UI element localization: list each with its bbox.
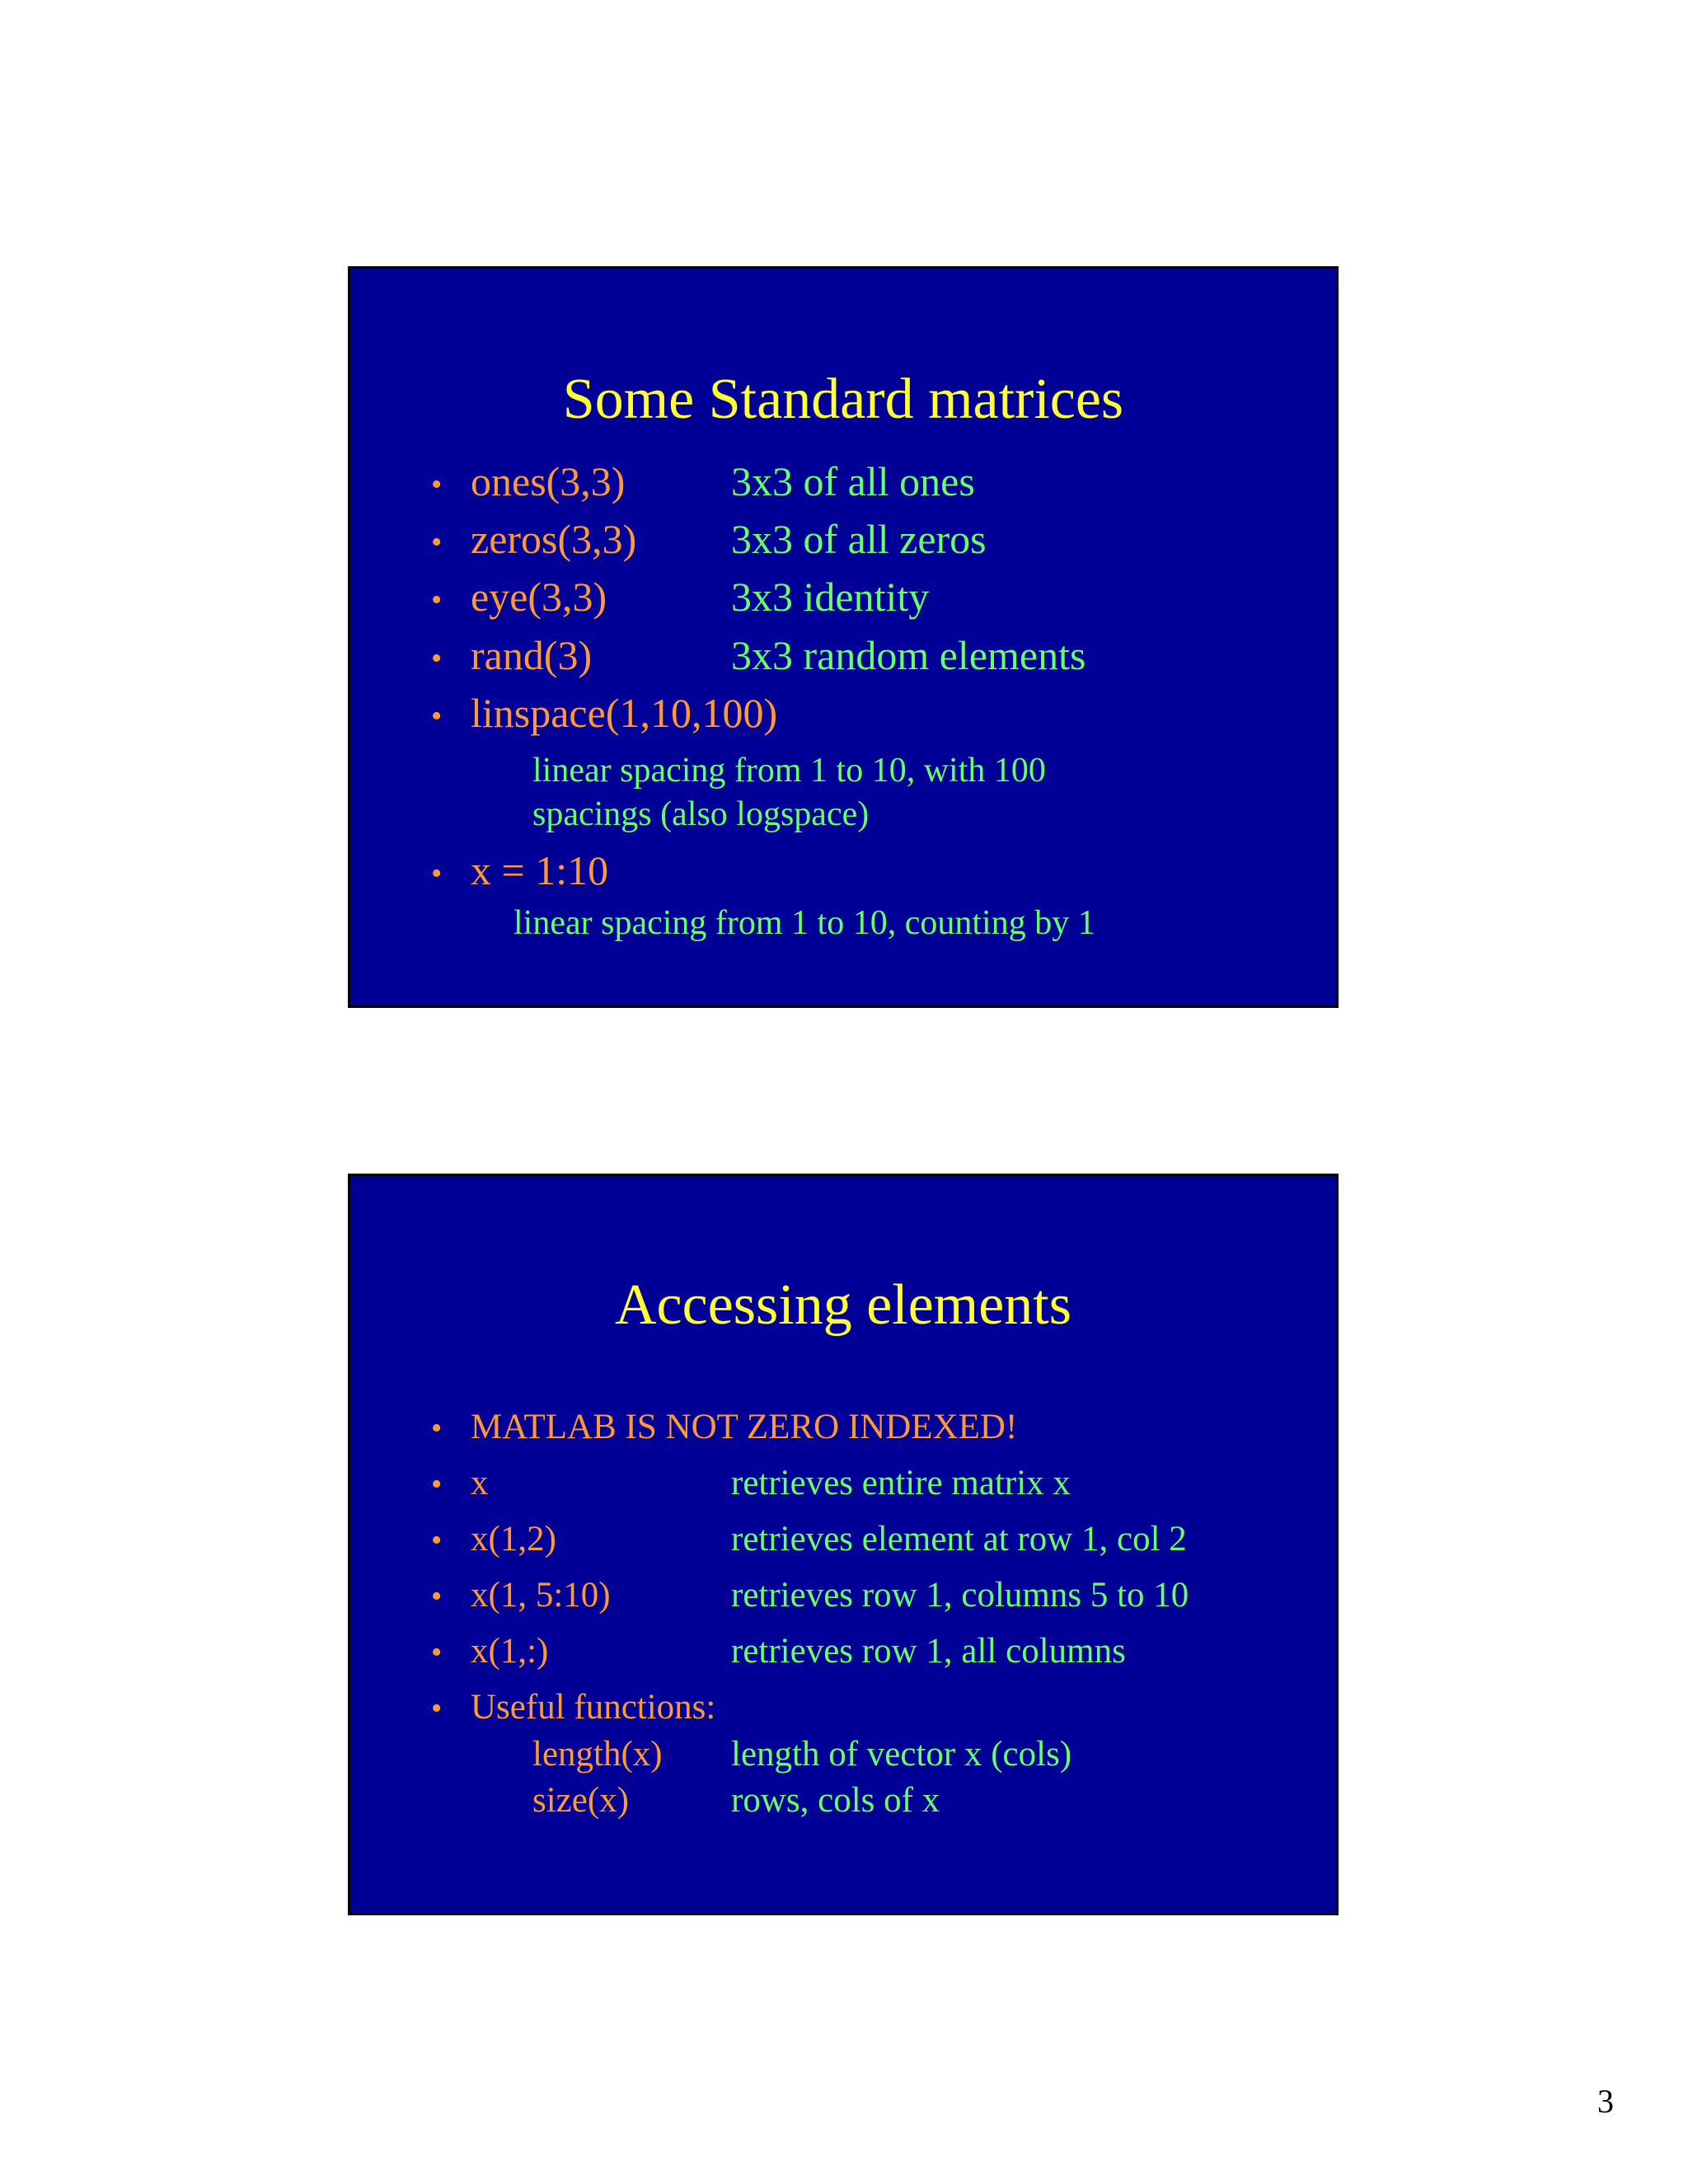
- item-command: x(1,:): [471, 1632, 549, 1671]
- item-description: 3x3 random elements: [731, 632, 1086, 678]
- item-command: eye(3,3): [471, 574, 607, 620]
- item-command: x = 1:10: [471, 847, 609, 893]
- item-description: retrieves row 1, all columns: [731, 1632, 1126, 1671]
- slide-accessing-elements: [348, 1174, 1339, 1915]
- bullet-icon: •: [431, 1635, 443, 1670]
- item-command: linspace(1,10,100): [471, 690, 778, 736]
- bullet-icon: •: [431, 641, 443, 676]
- item-description: 3x3 of all zeros: [731, 516, 987, 562]
- bullet-icon: •: [431, 583, 443, 617]
- item-command: zeros(3,3): [471, 516, 637, 562]
- slide-standard-matrices: [348, 266, 1339, 1008]
- item-command: x(1, 5:10): [471, 1576, 611, 1615]
- bullet-icon: •: [431, 525, 443, 560]
- linspace-note: linear spacing from 1 to 10, with 100: [532, 752, 1046, 790]
- item-description: 3x3 identity: [731, 574, 930, 620]
- bullet-icon: •: [431, 856, 443, 891]
- function-description: rows, cols of x: [731, 1781, 940, 1820]
- item-description: retrieves element at row 1, col 2: [731, 1520, 1187, 1558]
- item-description: retrieves row 1, columns 5 to 10: [731, 1576, 1189, 1615]
- item-command: x(1,2): [471, 1520, 556, 1558]
- bullet-icon: •: [431, 467, 443, 502]
- bullet-icon: •: [431, 1691, 443, 1726]
- item-command: ones(3,3): [471, 458, 626, 504]
- bullet-icon: •: [431, 1523, 443, 1558]
- item-command: Useful functions:: [471, 1688, 716, 1727]
- range-note: linear spacing from 1 to 10, counting by 1: [513, 904, 1095, 942]
- item-command: rand(3): [471, 632, 593, 678]
- page-number: 3: [1597, 2083, 1614, 2120]
- function-description: length of vector x (cols): [731, 1735, 1072, 1774]
- item-description: retrieves entire matrix x: [731, 1464, 1071, 1502]
- slide-title: Accessing elements: [615, 1273, 1071, 1337]
- bullet-icon: •: [431, 1467, 443, 1502]
- item-command: x: [471, 1464, 489, 1502]
- function-name: length(x): [532, 1735, 663, 1774]
- slide-title: Some Standard matrices: [562, 368, 1124, 431]
- bullet-icon: •: [431, 1411, 443, 1446]
- item-description: 3x3 of all ones: [731, 458, 975, 504]
- bullet-icon: •: [431, 699, 443, 733]
- item-command: MATLAB IS NOT ZERO INDEXED!: [471, 1408, 1018, 1446]
- bullet-icon: •: [431, 1579, 443, 1614]
- function-name: size(x): [532, 1781, 629, 1820]
- linspace-note: spacings (also logspace): [532, 795, 870, 833]
